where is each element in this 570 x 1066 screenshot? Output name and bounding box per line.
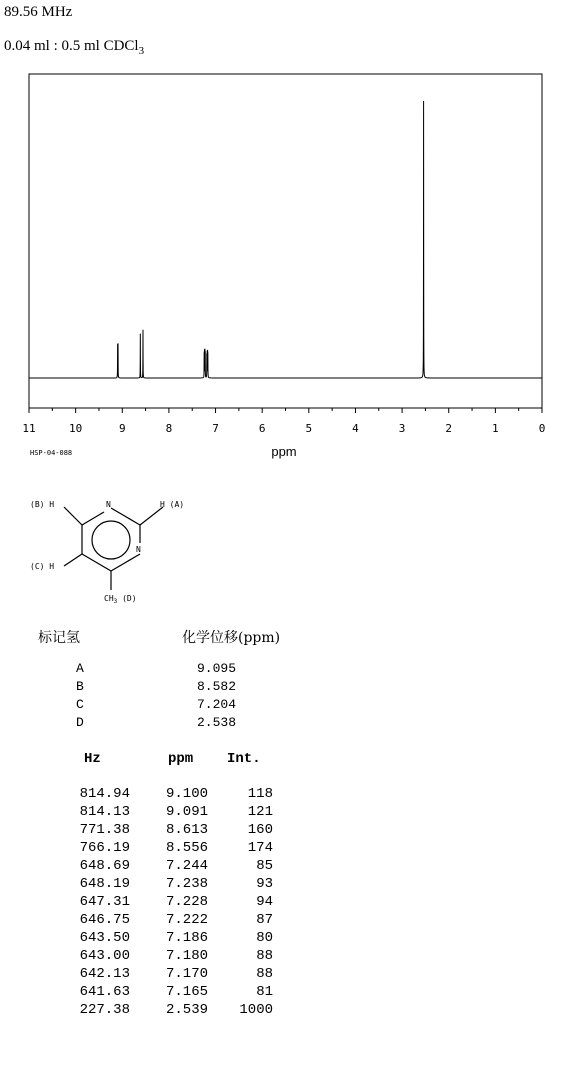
shift-value: 2.538 xyxy=(197,715,237,730)
shift-row xyxy=(0,715,300,733)
peak-hz: 643.50 xyxy=(79,930,130,946)
label-h-c: (C) H xyxy=(30,562,55,571)
shift-col-value-header: 化学位移(ppm) xyxy=(182,630,281,646)
peak-int: 87 xyxy=(256,912,273,928)
bond-to-h-a xyxy=(140,507,163,525)
x-tick-label: 2 xyxy=(445,422,453,435)
peak-hz: 647.31 xyxy=(79,894,130,910)
peak-hz: 641.63 xyxy=(79,984,130,1000)
ring-bond xyxy=(111,508,140,525)
peak-int: 94 xyxy=(256,894,273,910)
peak-hz: 771.38 xyxy=(79,822,130,838)
peak-hz: 227.38 xyxy=(79,1002,130,1018)
peak-row xyxy=(0,858,300,876)
shift-row xyxy=(0,679,300,697)
peak-ppm: 7.165 xyxy=(165,984,208,1000)
peak-ppm: 8.556 xyxy=(165,840,208,856)
peak-hz: 648.19 xyxy=(79,876,130,892)
shift-label: B xyxy=(76,679,84,694)
x-tick-label: 6 xyxy=(258,422,266,435)
peak-ppm: 9.100 xyxy=(165,786,208,802)
peak-row xyxy=(0,894,300,912)
peak-int: 1000 xyxy=(239,1002,273,1018)
peak-hz: 642.13 xyxy=(79,966,130,982)
shift-value: 9.095 xyxy=(197,661,237,676)
peak-hz: 766.19 xyxy=(79,840,130,856)
peak-int: 88 xyxy=(256,966,273,982)
x-tick-label: 8 xyxy=(165,422,173,435)
shift-row xyxy=(0,697,300,715)
peak-row xyxy=(0,912,300,930)
peak-int: 160 xyxy=(247,822,273,838)
peak-ppm: 7.186 xyxy=(165,930,208,946)
x-axis-label: ppm xyxy=(271,444,297,459)
shift-value: 8.582 xyxy=(197,679,237,694)
peak-row xyxy=(0,822,300,840)
peak-int: 174 xyxy=(247,840,273,856)
peak-row xyxy=(0,1002,300,1020)
peak-int: 80 xyxy=(256,930,273,946)
spectrum-trace xyxy=(29,101,542,378)
peak-int: 121 xyxy=(247,804,273,820)
peak-int: 93 xyxy=(256,876,273,892)
peak-ppm: 7.170 xyxy=(165,966,208,982)
peak-ppm: 8.613 xyxy=(165,822,208,838)
x-tick-label: 11 xyxy=(22,422,36,435)
peak-row xyxy=(0,930,300,948)
frequency-label: 89.56 MHz xyxy=(4,4,73,20)
peak-int: 85 xyxy=(256,858,273,874)
x-axis-ticks xyxy=(22,408,545,435)
aromatic-ring-circle xyxy=(92,521,130,559)
peak-header-ppm: ppm xyxy=(168,751,194,767)
peak-int: 81 xyxy=(256,984,273,1000)
x-tick-label: 7 xyxy=(212,422,219,435)
label-h-a: H (A) xyxy=(160,500,185,509)
ring-bond xyxy=(82,554,111,571)
ring-bond xyxy=(82,512,104,525)
peak-int: 88 xyxy=(256,948,273,964)
x-tick-label: 1 xyxy=(492,422,499,435)
shift-row xyxy=(0,661,300,679)
peak-hz: 643.00 xyxy=(79,948,130,964)
peak-row xyxy=(0,948,300,966)
peak-int: 118 xyxy=(247,786,273,802)
peak-ppm: 7.244 xyxy=(165,858,208,874)
peak-row xyxy=(0,984,300,1002)
molecule-structure xyxy=(64,507,163,590)
peak-ppm: 7.238 xyxy=(165,876,208,892)
peak-hz: 814.13 xyxy=(79,804,130,820)
peak-row xyxy=(0,876,300,894)
x-tick-label: 0 xyxy=(538,422,546,435)
x-tick-label: 10 xyxy=(69,422,83,435)
peak-header-int: Int. xyxy=(227,751,261,767)
peak-hz: 814.94 xyxy=(79,786,130,802)
ring-nitrogen-1: N xyxy=(106,500,111,509)
peak-ppm: 7.228 xyxy=(165,894,208,910)
peak-hz: 648.69 xyxy=(79,858,130,874)
peak-table-header xyxy=(0,751,300,769)
peak-ppm: 7.180 xyxy=(165,948,208,964)
peak-ppm: 7.222 xyxy=(165,912,208,928)
peak-ppm: 2.539 xyxy=(165,1002,208,1018)
x-tick-label: 3 xyxy=(398,422,406,435)
x-tick-label: 4 xyxy=(352,422,359,435)
ring-nitrogen-2: N xyxy=(136,545,141,554)
concentration-text: 0.04 ml : 0.5 ml CDCl xyxy=(4,38,139,54)
spectrum-code: HSP-04-088 xyxy=(30,449,73,457)
peak-row xyxy=(0,840,300,858)
concentration-subscript: 3 xyxy=(138,45,145,57)
bond-to-h-c xyxy=(64,554,82,566)
x-tick-label: 9 xyxy=(118,422,126,435)
ring-bond xyxy=(111,554,140,571)
peak-row xyxy=(0,966,300,984)
label-methyl-d: $CH_3$ (D) xyxy=(104,594,137,605)
shift-col-label-header: 标记氢 xyxy=(38,630,80,646)
peak-ppm: 9.091 xyxy=(165,804,208,820)
bond-to-h-b xyxy=(64,507,82,525)
peak-header-hz: Hz xyxy=(84,751,101,767)
shift-value: 7.204 xyxy=(197,697,237,712)
shift-label: D xyxy=(76,715,84,730)
peak-row xyxy=(0,786,300,804)
label-h-b: (B) H xyxy=(30,500,55,509)
peak-hz: 646.75 xyxy=(79,912,130,928)
shift-label: A xyxy=(76,661,84,676)
shift-label: C xyxy=(76,697,84,712)
peak-row xyxy=(0,804,300,822)
x-tick-label: 5 xyxy=(305,422,313,435)
plot-frame xyxy=(29,74,542,408)
